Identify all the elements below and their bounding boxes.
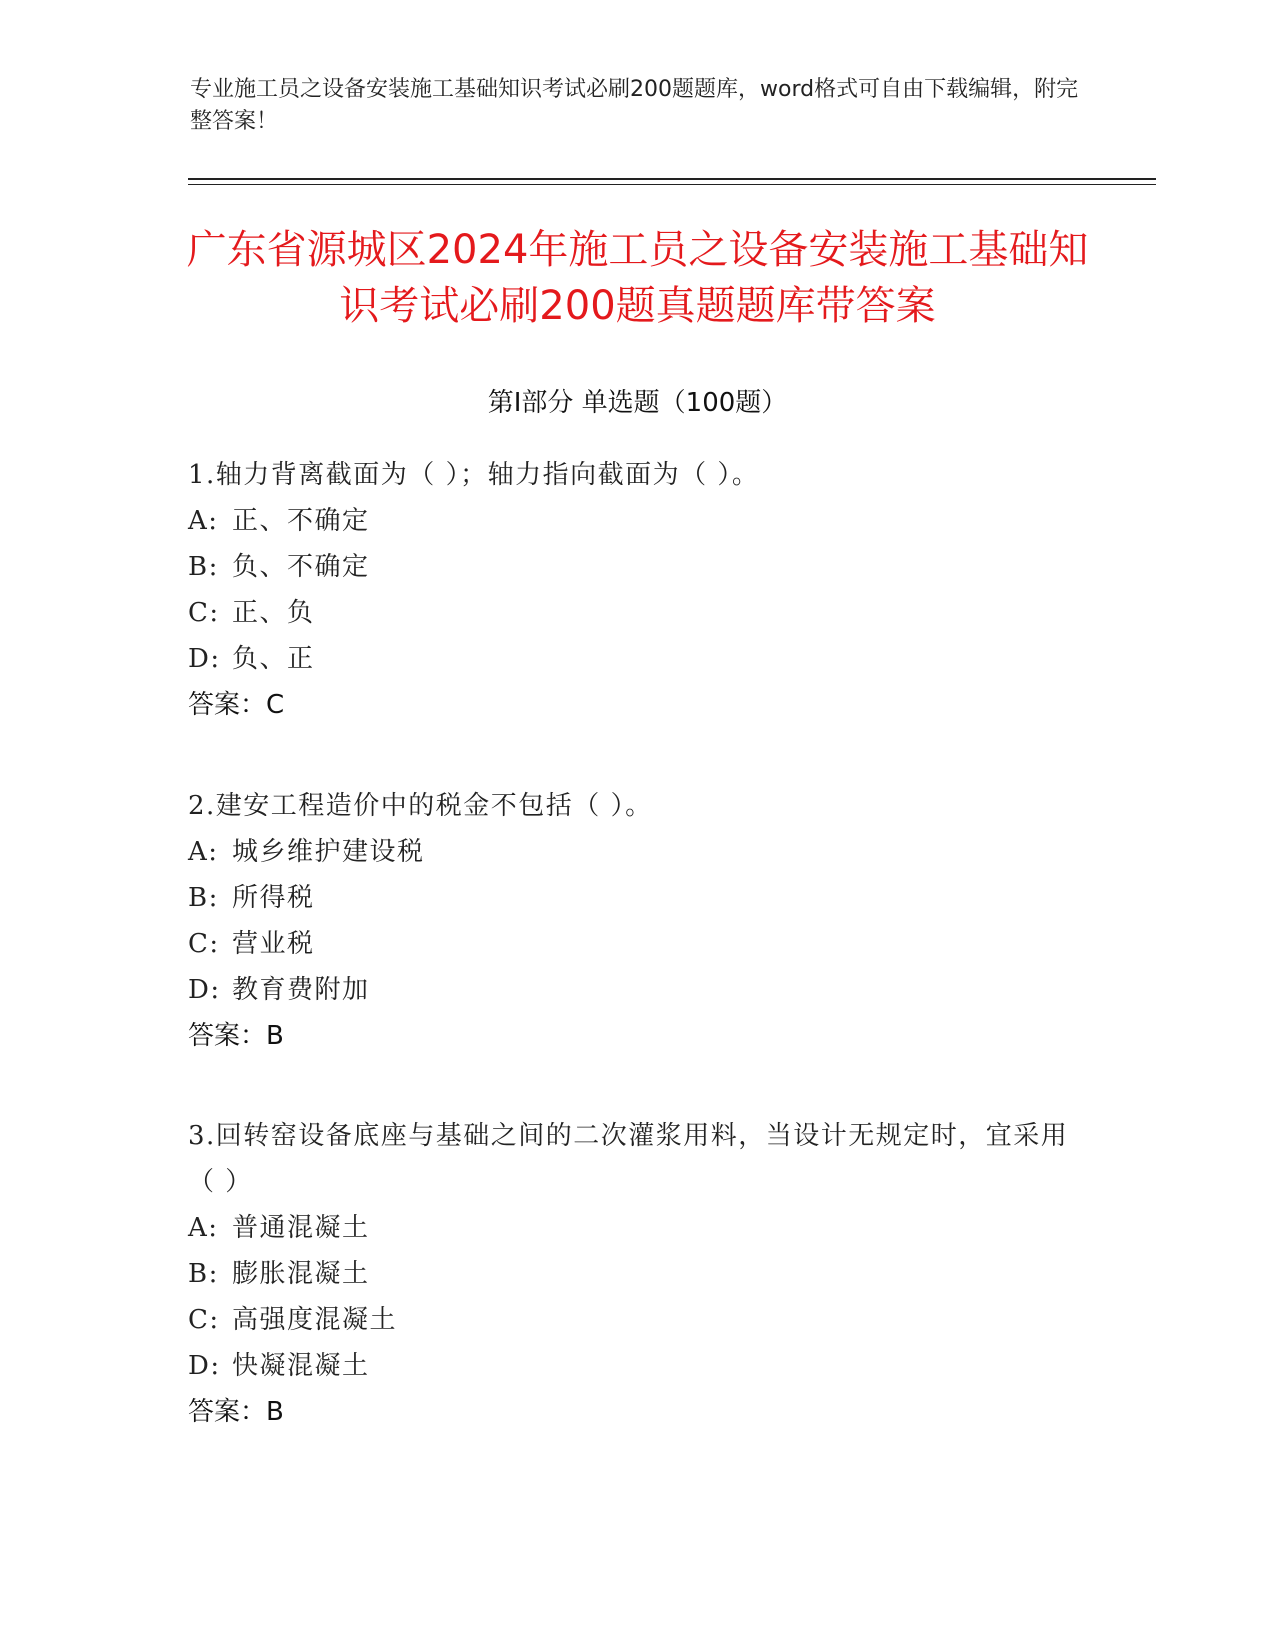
question-3 — [188, 1113, 1088, 1435]
option-label: A: — [188, 1213, 219, 1243]
option-text: 快凝混凝土 — [232, 1351, 370, 1381]
option-c — [188, 590, 1088, 636]
header-rule-thick — [188, 178, 1156, 180]
question-2 — [188, 783, 1088, 1059]
option-text: 教育费附加 — [232, 975, 370, 1005]
option-b — [188, 544, 1088, 590]
option-b — [188, 875, 1088, 921]
option-label: D: — [188, 644, 221, 674]
option-label: A: — [188, 506, 219, 536]
option-label: A: — [188, 837, 219, 867]
option-label: C: — [188, 598, 220, 628]
option-d — [188, 636, 1088, 682]
answer: 答案：C — [188, 690, 285, 720]
option-text: 高强度混凝土 — [232, 1305, 398, 1335]
answer: 答案：B — [188, 1021, 284, 1051]
option-text: 负、不确定 — [232, 552, 370, 582]
section-heading: 第Ⅰ部分 单选题（100题） — [487, 388, 788, 418]
option-text: 正、负 — [232, 598, 315, 628]
option-b — [188, 1251, 1088, 1297]
option-label: B: — [188, 552, 219, 582]
option-label: D: — [188, 1351, 221, 1381]
option-label: D: — [188, 975, 221, 1005]
question-stem: 3.回转窑设备底座与基础之间的二次灌浆用料，当设计无规定时，宜采用（ ） — [188, 1121, 1069, 1197]
question-1 — [188, 452, 1088, 728]
option-a — [188, 829, 1088, 875]
option-a — [188, 498, 1088, 544]
option-d — [188, 967, 1088, 1013]
answer: 答案：B — [188, 1397, 284, 1427]
option-d — [188, 1343, 1088, 1389]
option-label: B: — [188, 1259, 219, 1289]
option-a — [188, 1205, 1088, 1251]
option-text: 所得税 — [232, 883, 315, 913]
header-rule-thin — [188, 184, 1156, 185]
question-stem: 1.轴力背离截面为（ ）；轴力指向截面为（ ）。 — [188, 460, 760, 490]
option-text: 城乡维护建设税 — [232, 837, 425, 867]
option-label: C: — [188, 929, 220, 959]
option-text: 膨胀混凝土 — [232, 1259, 370, 1289]
header-note: 专业施工员之设备安装施工基础知识考试必刷200题题库，word格式可自由下载编辑，附完整答案！ — [190, 77, 1079, 134]
option-text: 营业税 — [232, 929, 315, 959]
option-text: 普通混凝土 — [232, 1213, 370, 1243]
option-label: B: — [188, 883, 219, 913]
document-title: 广东省源城区2024年施工员之设备安装施工基础知识考试必刷200题真题题库带答案 — [186, 227, 1089, 329]
option-text: 负、正 — [232, 644, 315, 674]
question-stem: 2.建安工程造价中的税金不包括（ ）。 — [188, 791, 653, 821]
option-c — [188, 1297, 1088, 1343]
option-label: C: — [188, 1305, 220, 1335]
option-text: 正、不确定 — [232, 506, 370, 536]
option-c — [188, 921, 1088, 967]
